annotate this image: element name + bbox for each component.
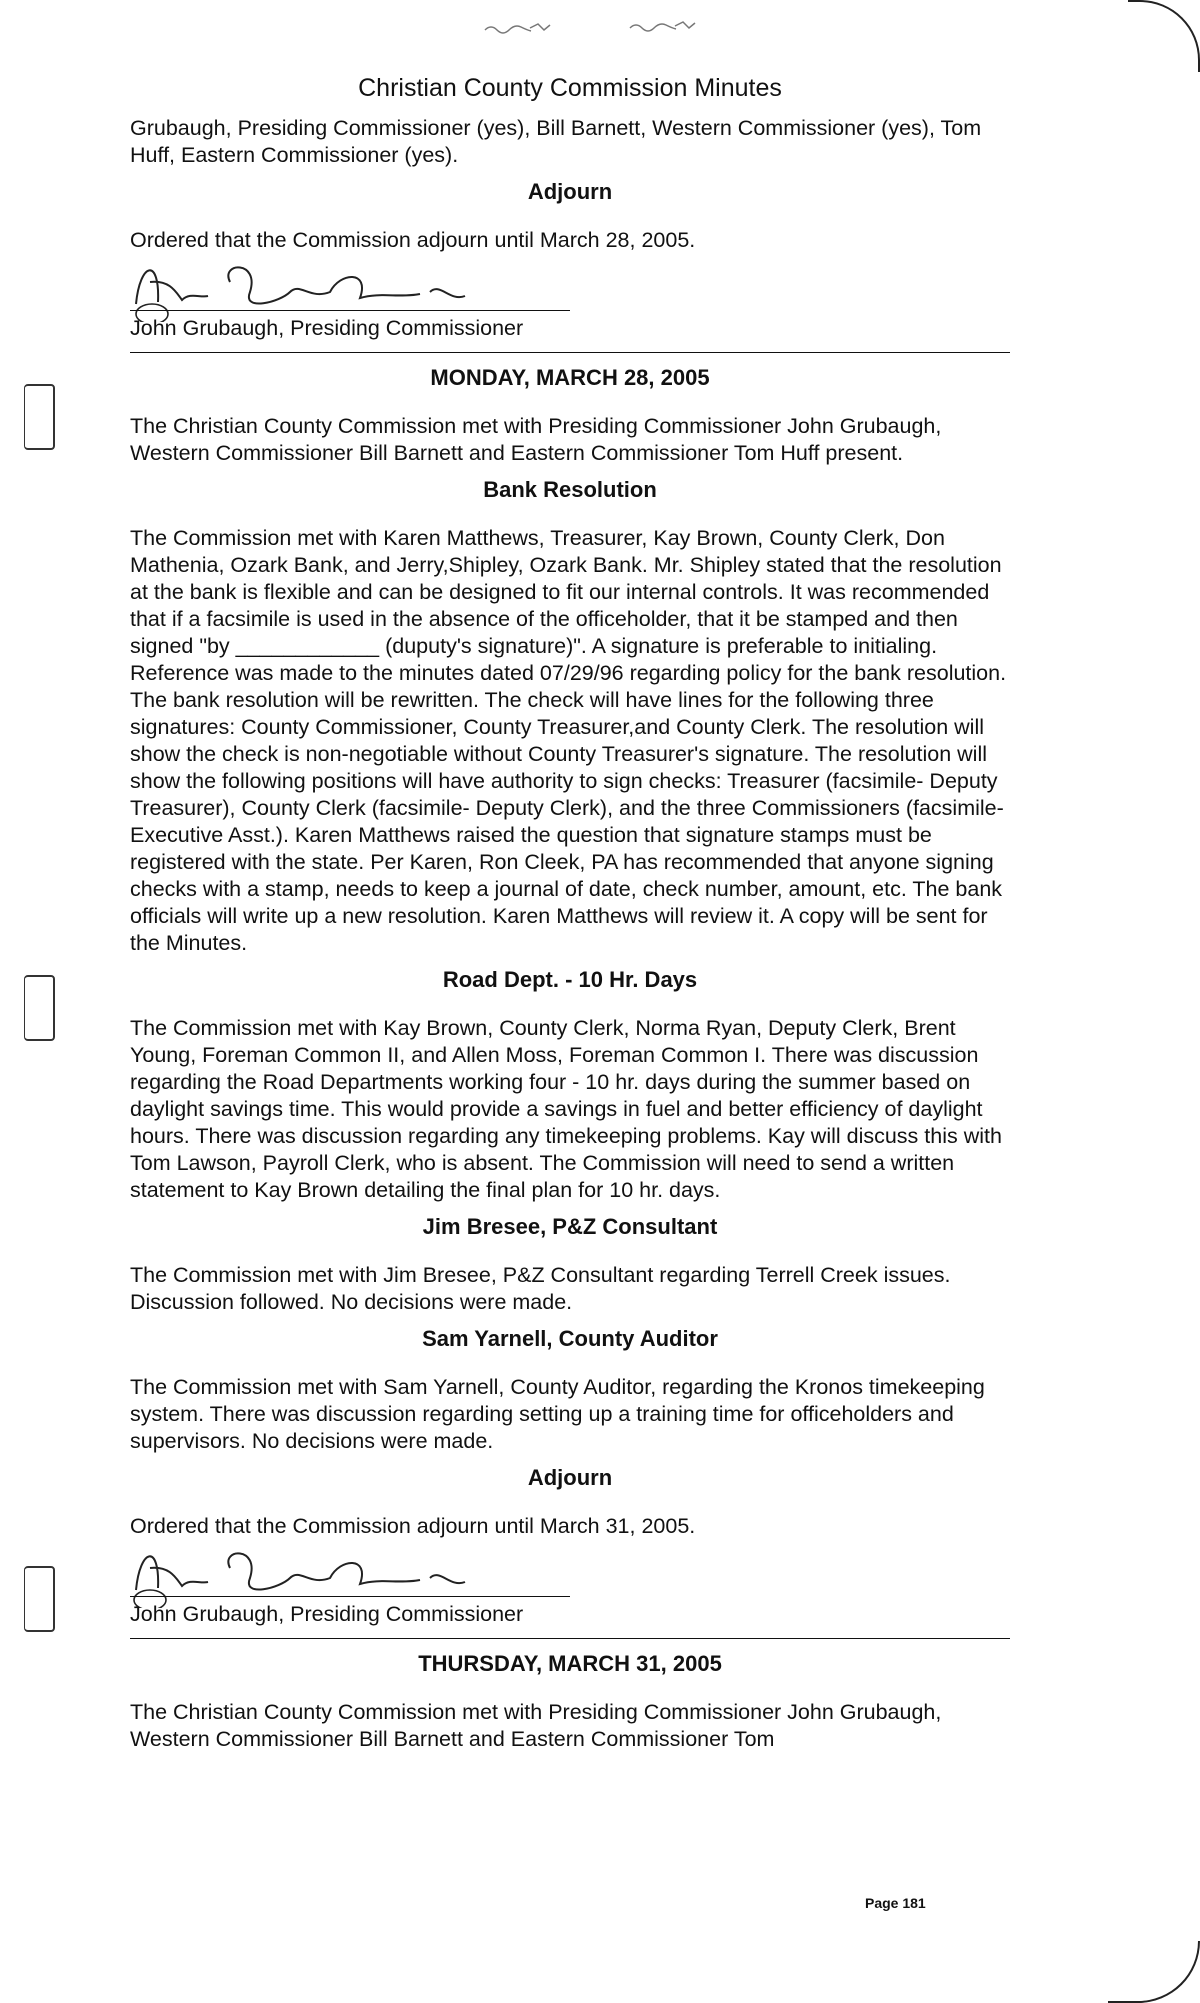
signature-line-2 — [130, 1596, 570, 1597]
section-text-pz-consultant: The Commission met with Jim Bresee, P&Z Consultant regarding Terrell Creek issues. Discussion followed. No decisions were made. — [130, 1263, 951, 1314]
section-heading-bank-resolution: Bank Resolution — [483, 477, 657, 502]
section-divider-1 — [130, 352, 1010, 353]
meeting-opening-2: The Christian County Commission met with Presiding Commissioner John Grubaugh, Western Commissioner Bill Barnett and Eastern Commissioner Tom — [130, 1700, 942, 1751]
meeting-opening-1: The Christian County Commission met with Presiding Commissioner John Grubaugh, Western Commissioner Bill Barnett and Eastern Commissioner Tom Huff present. — [130, 414, 942, 465]
scan-page-edge-top — [1128, 0, 1200, 72]
punch-hole-top — [24, 384, 55, 450]
adjourn-heading-2: Adjourn — [527, 1465, 613, 1490]
signature-caption-1: John Grubaugh, Presiding Commissioner — [130, 316, 524, 340]
section-text-county-auditor: The Commission met with Sam Yarnell, County Auditor, regarding the Kronos timekeeping system. There was discussion regarding setting up a training time for officeholders and supervisors. No decisions were made. — [130, 1375, 985, 1453]
signature-caption-2: John Grubaugh, Presiding Commissioner — [130, 1602, 524, 1626]
section-text-road-dept: The Commission met with Kay Brown, County Clerk, Norma Ryan, Deputy Clerk, Brent Young, Foreman Common II, and Allen Moss, Foreman Common I. There was discussion regarding the Road Departments working four - 10 hr. days during the summer based on daylight savings time. This would provide a savings in fuel and better efficiency of daylight hours. There was discussion regarding any timekeeping problems. Kay will discuss this with Tom Lawson, Payroll Clerk, who is absent. The Commission will need to send a written statement to Kay Brown detailing the final plan for 10 hr. days. — [130, 1016, 1002, 1202]
adjourn-text-1: Ordered that the Commission adjourn until March 28, 2005. — [130, 228, 696, 252]
punch-hole-bottom — [24, 1566, 55, 1632]
handwritten-signature-1 — [130, 252, 590, 322]
adjourn-heading-1: Adjourn — [527, 179, 613, 204]
signature-line-1 — [130, 310, 570, 311]
page-title: Christian County Commission Minutes — [358, 74, 782, 102]
punch-hole-middle — [24, 975, 55, 1041]
scan-noise-top — [480, 18, 730, 40]
section-divider-2 — [130, 1638, 1010, 1639]
page-number: Page 181 — [865, 1895, 926, 1911]
section-heading-pz-consultant: Jim Bresee, P&Z Consultant — [422, 1214, 718, 1239]
section-heading-county-auditor: Sam Yarnell, County Auditor — [422, 1326, 718, 1351]
scan-page-edge-bottom — [1108, 1941, 1200, 2003]
meeting-date-heading-1: MONDAY, MARCH 28, 2005 — [430, 365, 710, 390]
meeting-date-heading-2: THURSDAY, MARCH 31, 2005 — [418, 1651, 722, 1676]
intro-paragraph: Grubaugh, Presiding Commissioner (yes), Bill Barnett, Western Commissioner (yes), Tom Huff, Eastern Commissioner (yes). — [130, 116, 982, 167]
signature-block-1 — [130, 262, 1010, 342]
handwritten-signature-2 — [130, 1538, 590, 1608]
section-text-bank-resolution: The Commission met with Karen Matthews, Treasurer, Kay Brown, County Clerk, Don Mathenia, Ozark Bank, and Jerry,Shipley, Ozark Bank. Mr. Shipley stated that the resolution at the bank is flexible and can be designed to fit our internal controls. It was recommended that if a facsimile is used in the absence of the officeholder, that it be stamped and then signed "by ____________ (duputy's signature)". A signature is preferable to initialing. Reference was made to the minutes dated 07/29/96 regarding policy for the bank resolution. The bank resolution will be rewritten. The check will have lines for the following three signatures: County Commissioner, County Treasurer,and County Clerk. The resolution will show the check is non-negotiable without County Treasurer's signature. The resolution will show the following positions will have authority to sign checks: Treasurer (facsimile- Deputy Treasurer), County Clerk (facsimile- Deputy Clerk), and the three Commissioners (facsimile- Executive Asst.). Karen Matthews raised the question that signature stamps must be registered with the state. Per Karen, Ron Cleek, PA has recommended that anyone signing checks with a stamp, needs to keep a journal of date, check number, amount, etc. The bank officials will write up a new resolution. Karen Matthews will review it. A copy will be sent for the Minutes. — [130, 526, 1007, 955]
minutes-content — [130, 68, 1010, 1761]
adjourn-text-2: Ordered that the Commission adjourn until March 31, 2005. — [130, 1514, 696, 1538]
section-heading-road-dept: Road Dept. - 10 Hr. Days — [442, 967, 698, 992]
signature-block-2 — [130, 1548, 1010, 1628]
